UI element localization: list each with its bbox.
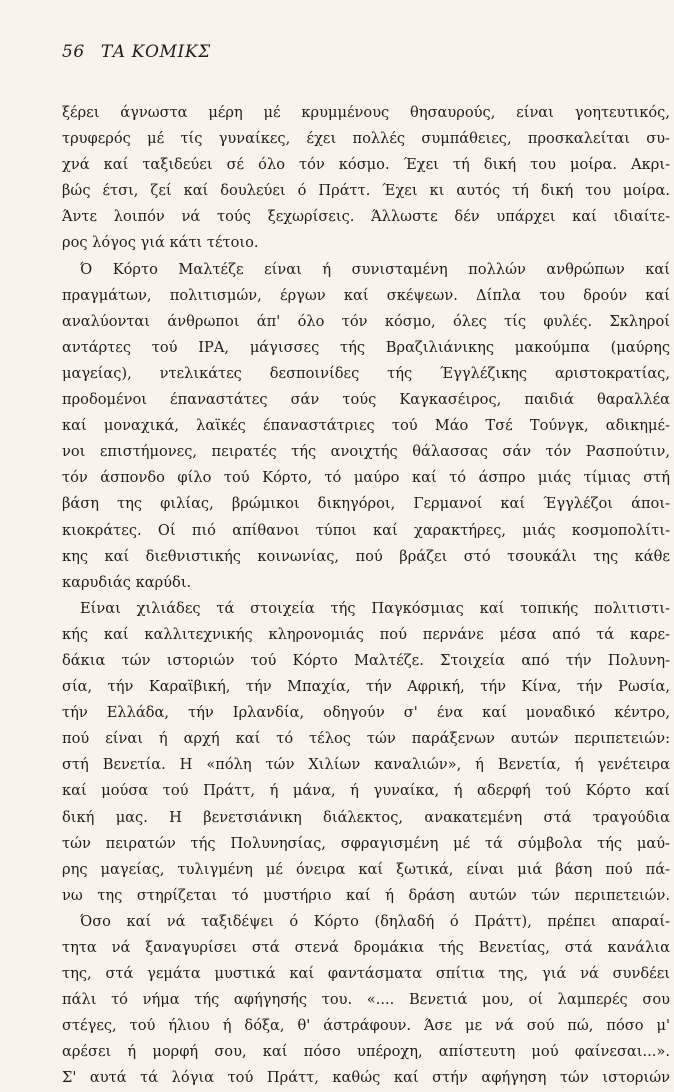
text-line: τήν Ελλάδα, τήν Ιρλανδία, οδηγούν σ' ένα καί μοναδικό κέντρο, xyxy=(62,704,670,722)
text-line: χνά καί ταξιδεύει σέ όλο τόν κόσμο. Έχει τή δική του μοίρα. Ακρι- xyxy=(62,156,670,174)
text-line: στή Βενετία. Η «πόλη τών Χιλίων καναλιών», ή Βενετία, ή γενέτειρα xyxy=(62,756,670,774)
text-line: τών πειρατών τής Πολυνησίας, σφραγισμένη μέ τά σύμβολα τής μαύ- xyxy=(62,834,670,852)
text-lines xyxy=(62,100,670,1092)
text-line: ρος λόγος γιά κάτι τέτοιο. xyxy=(62,234,259,252)
text-line: καρυδιάς καρύδι. xyxy=(62,573,192,591)
text-line: Ό Κόρτο Μαλτέζε είναι ή συνισταμένη πολλών ανθρώπων καί xyxy=(80,260,670,278)
text-line: τρυφερός μέ τίς γυναίκες, έχει πολλές συμπάθειες, προσκαλείται συ- xyxy=(62,130,670,148)
text-line: πραγμάτων, πολιτισμών, έργων καί σκέψεων. Δίπλα του δρούν καί xyxy=(62,286,670,304)
text-line: καί μούσα τού Πράττ, ή μάνα, ή γυναίκα, ή αδερφή τού Κόρτο καί xyxy=(62,782,670,800)
text-line: στέγες, τού ήλιου ή δόξα, θ' άστράφουν. Άσε με νά σού πώ, πόσο μ' xyxy=(62,1017,670,1035)
text-line: νοι επιστήμονες, πειρατές τής ανοιχτής θάλασσας σάν τόν Ρασπούτιν, xyxy=(62,443,670,461)
text-line: αρέσει ή μορφή σου, καί πόσο υπέροχη, απίστευτη μού φαίνεσαι...». xyxy=(62,1043,670,1061)
body-text xyxy=(62,100,670,1092)
text-line: σία, τήν Καραϊβική, τήν Μπαχία, τήν Αφρική, τήν Κίνα, τήν Ρωσία, xyxy=(62,678,670,696)
text-line: πού είναι ή αρχή καί τό τέλος τών παράξενων αυτών περιπετειών: xyxy=(62,730,670,748)
text-line: της, στά γεμάτα μυστικά καί φαντάσματα σπίτια της, γιά νά συνδέει xyxy=(62,965,670,983)
page-number: 56 xyxy=(62,42,85,62)
text-line: κής καί καλλιτεχνικής κληρονομιάς πού περνάνε μέσα από τά καρε- xyxy=(62,625,670,643)
text-line: Άντε λοιπόν νά τούς ξεχωρίσεις. Άλλωστε δέν υπάρχει καί ιδιαίτε- xyxy=(62,208,670,226)
text-line: πάλι τό νήμα τής αφήγησής του. «.... Βενετιά μου, οί λαμπερές σου xyxy=(62,991,670,1009)
text-line: ρης μαγείας, τυλιγμένη μέ όνειρα καί ξωτικά, είναι μιά βάση πού πά- xyxy=(62,860,670,878)
text-line: βώς έτσι, ζεί καί δουλεύει ό Πράττ. Έχει κι αυτός τή δική του μοίρα. xyxy=(62,182,670,200)
text-line: κιοκράτες. Οί πιό απίθανοι τύποι καί χαρακτήρες, μιάς κοσμοπολίτι- xyxy=(62,521,670,539)
text-line: αντάρτες τού ΙΡΑ, μάγισσες τής Βραζιλιάνικης μακούμπα (μαύρης xyxy=(62,338,670,356)
text-line: δική μας. Η βενετσιάνικη διάλεκτος, ανακατεμένη στά τραγούδια xyxy=(62,808,670,826)
text-line: Είναι χιλιάδες τά στοιχεία τής Παγκόσμιας καί τοπικής πολιτιστι- xyxy=(80,599,670,617)
text-line: τητα νά ξαναγυρίσει στά στενά δρομάκια τής Βενετίας, στά κανάλια xyxy=(62,939,670,956)
text-line: Σ' αυτά τά λόγια τού Πράττ, καθώς καί στήν αφήγηση τών ιστοριών xyxy=(62,1069,670,1087)
text-line: αναλύονται άνθρωποι άπ' όλο τόν κόσμο, όλες τίς φυλές. Σκληροί xyxy=(62,312,670,330)
text-line: δάκια τών ιστοριών τού Κόρτο Μαλτέζε. Στοιχεία από τήν Πολυνη- xyxy=(62,651,670,669)
text-line: προδομένοι έπαναστάτες σάν τούς Καγκασέιρος, παιδιά θαραλλέα xyxy=(62,391,670,409)
text-line: μαγείας), ντελικάτες δεσποινίδες τής Έγγλέζικης αριστοκρατίας, xyxy=(62,364,670,382)
text-line: ξέρει άγνωστα μέρη μέ κρυμμένους θησαυρούς, είναι γοητευτικός, xyxy=(62,104,670,121)
text-line: κης καί διεθνιστικής κοινωνίας, πού βράζει στό τσουκάλι της κάθε xyxy=(62,547,670,565)
running-header xyxy=(62,42,211,62)
text-line: καί μοναχικά, λαϊκές έπαναστάτριες τού Μάο Τσέ Τούνγκ, αδικημέ- xyxy=(62,417,670,435)
text-line: βάση της φιλίας, βρώμικοι δικηγόροι, Γερμανοί καί Έγγλέζοι άποι- xyxy=(62,495,670,513)
text-line: τόν άσπονδο φίλο τού Κόρτο, τό μαύρο καί τό άσπρο μιάς τίμιας στή xyxy=(62,469,670,487)
text-line: νω της στηρίζεται τό μυστήριο καί ή δράση αυτών τών περιπετειών. xyxy=(62,886,670,904)
text-line: Όσο καί νά ταξιδέψει ό Κόρτο (δηλαδή ό Πράττ), πρέπει απαραί- xyxy=(80,912,670,930)
running-title: ΤΑ ΚΟΜΙΚΣ xyxy=(100,42,211,62)
